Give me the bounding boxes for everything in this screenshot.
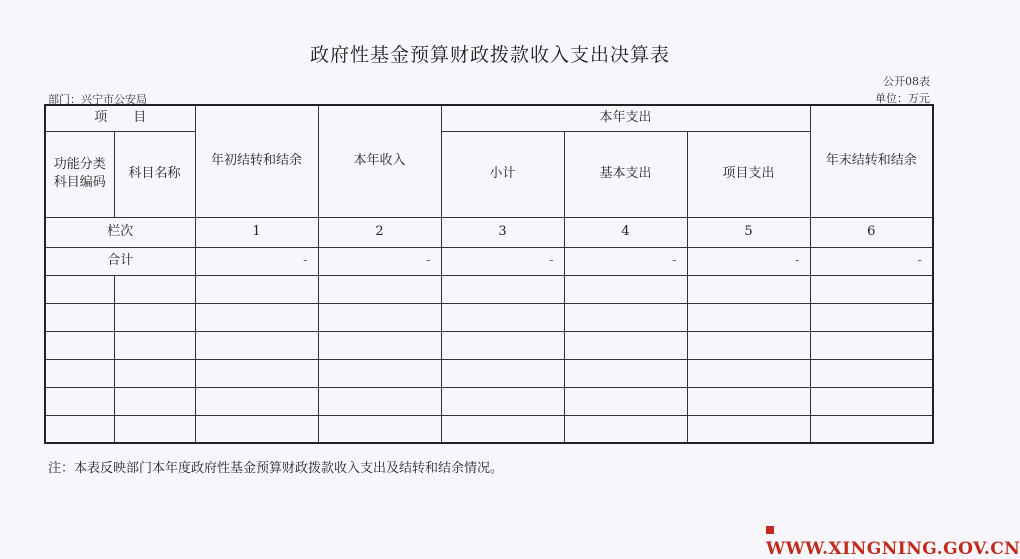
header-current-income: 本年收入 <box>318 105 441 217</box>
header-project-expense: 项目支出 <box>687 131 810 217</box>
header-subtotal: 小计 <box>441 131 564 217</box>
table-row <box>45 387 933 415</box>
total-row-label: 合计 <box>45 247 195 275</box>
table-row <box>45 331 933 359</box>
footnote: 注：本表反映部门本年度政府性基金预算财政拨款收入支出及结转和结余情况。 <box>48 461 504 476</box>
header-begin-balance: 年初结转和结余 <box>195 105 318 217</box>
table-row <box>45 359 933 387</box>
column-number: 2 <box>318 217 441 247</box>
footer-watermark <box>766 519 1020 559</box>
watermark-square-icon <box>766 526 774 534</box>
total-value: - <box>564 247 687 275</box>
table-row <box>45 303 933 331</box>
unit-label: 单位：万元 <box>875 92 930 105</box>
total-value: - <box>318 247 441 275</box>
total-value: - <box>441 247 564 275</box>
column-number: 6 <box>810 217 933 247</box>
table-row <box>45 275 933 303</box>
page-title: 政府性基金预算财政拨款收入支出决算表 <box>309 44 670 66</box>
total-value: - <box>195 247 318 275</box>
final-accounts-table <box>44 104 934 444</box>
total-value: - <box>810 247 933 275</box>
header-basic-expense: 基本支出 <box>564 131 687 217</box>
column-row-label: 栏次 <box>45 217 195 247</box>
header-item: 项 目 <box>45 105 195 131</box>
column-number: 1 <box>195 217 318 247</box>
header-func-code: 功能分类科目编码 <box>45 131 114 217</box>
column-number: 4 <box>564 217 687 247</box>
department-label: 部门：兴宁市公安局 <box>48 93 147 106</box>
total-row <box>45 247 933 275</box>
header-end-balance: 年末结转和结余 <box>810 105 933 217</box>
header-subject-name: 科目名称 <box>114 131 195 217</box>
footer-site: WWW.XINGNING.GOV.CN <box>766 539 1020 559</box>
total-value: - <box>687 247 810 275</box>
header-current-expense: 本年支出 <box>441 105 810 131</box>
column-number: 5 <box>687 217 810 247</box>
column-number-row <box>45 217 933 247</box>
column-number: 3 <box>441 217 564 247</box>
form-code: 公开08表 <box>883 75 930 88</box>
table-row <box>45 415 933 443</box>
